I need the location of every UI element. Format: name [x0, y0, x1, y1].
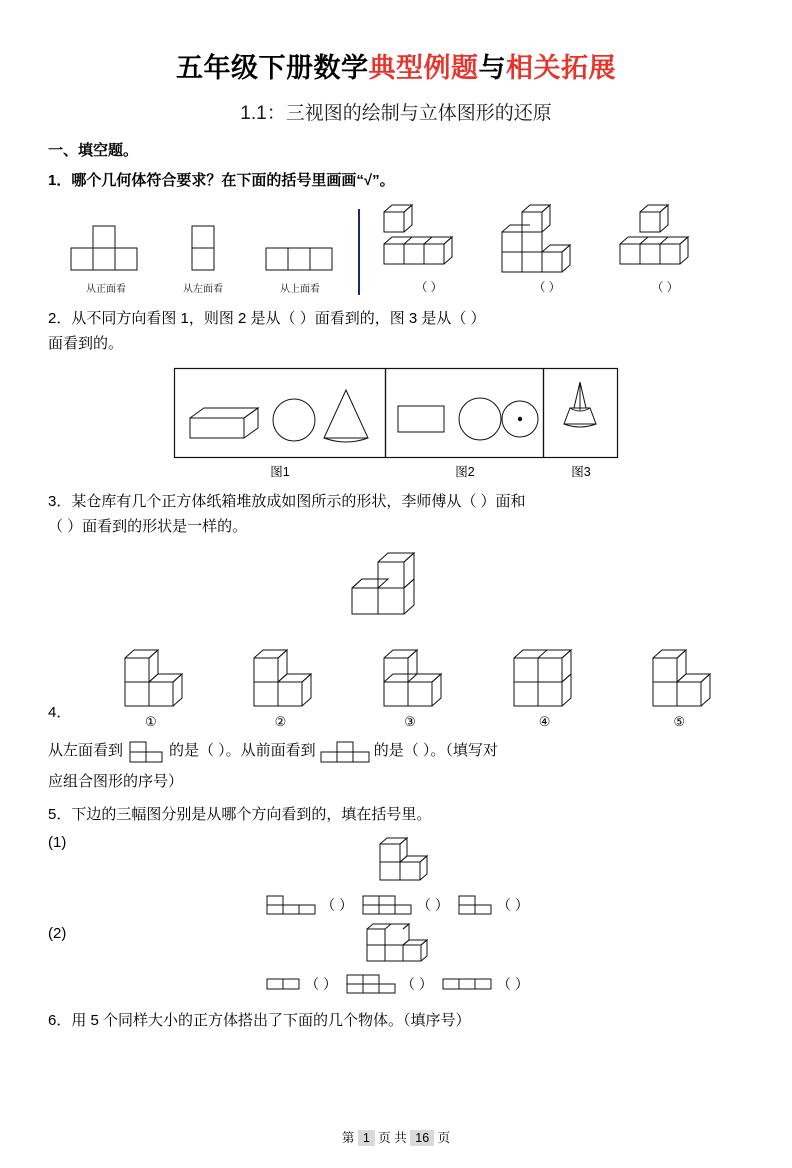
q2-figure-label-2: 图2	[455, 465, 475, 480]
q5-view-shape-1a	[263, 890, 321, 920]
title-part-3: 与	[478, 53, 506, 83]
choice-paren-2[interactable]: （ ）	[533, 279, 561, 294]
q2-figure-label-3: 图3	[571, 465, 591, 480]
q5-solid-1	[48, 834, 744, 888]
footer-prefix: 第	[341, 1131, 355, 1145]
question-2-text-line1: 2．从不同方向看图 1，则图 2 是从（ ）面看到的，图 3 是从（ ）	[48, 309, 486, 327]
q5-view-shape-1b	[359, 890, 417, 920]
q4-label-2: ②	[274, 713, 287, 729]
solid-option-3[interactable]	[606, 200, 724, 295]
view-label-left: 从左面看	[183, 283, 223, 295]
q4-label-1: ①	[144, 713, 157, 729]
q4-inline-shape-left	[126, 736, 166, 768]
q4-label-3: ③	[404, 713, 416, 729]
q4-solid-1[interactable]	[107, 642, 195, 730]
footer-total-pages: 16	[410, 1130, 434, 1146]
q4-inline-shape-front	[319, 736, 371, 768]
footer-page-number: 1	[358, 1130, 375, 1146]
choice-paren-3[interactable]: （ ）	[651, 279, 679, 294]
view-top-figure	[242, 218, 358, 295]
q5-view-shape-2a	[263, 971, 305, 997]
q2-figure-1-box	[174, 368, 386, 480]
q5-solid-2	[48, 923, 744, 967]
question-4-text-line2: 应组合图形的序号）	[48, 772, 184, 790]
choice-paren-1[interactable]: （ ）	[415, 279, 443, 294]
view-front-figure	[48, 218, 164, 295]
footer-suffix: 页	[437, 1131, 451, 1145]
q4-label-5: ⑤	[673, 713, 685, 729]
q4-solid-4[interactable]	[496, 642, 594, 730]
question-2-text-line2: 面看到的。	[48, 334, 124, 352]
q5-view-shape-2c	[439, 971, 497, 997]
page-footer	[0, 1128, 792, 1146]
title-part-4: 相关拓展	[506, 53, 616, 83]
vertical-divider	[358, 209, 360, 295]
document-page	[0, 46, 792, 1168]
q5-sub-label-1: (1)	[48, 834, 67, 852]
page-title	[0, 46, 792, 85]
q5-paren-2b[interactable]: （ ）	[401, 975, 433, 992]
q5-paren-1a[interactable]: （ ）	[321, 897, 354, 913]
q5-sub-label-2: (2)	[48, 925, 67, 942]
q4-text-mid-1: 的是（ ）。从前面看到	[169, 742, 316, 760]
question-1-figures	[48, 200, 744, 295]
q5-paren-2c[interactable]: （ ）	[496, 975, 529, 992]
section-heading: 一、填空题。	[48, 142, 139, 159]
question-3-text-line1: 3．某仓库有几个正方体纸箱堆放成如图所示的形状，李师傅从（ ）面和	[48, 493, 526, 511]
q5-paren-1c[interactable]: （ ）	[496, 897, 529, 913]
question-2-figures	[48, 368, 744, 480]
title-part-2: 典型例题	[368, 53, 479, 83]
q5-view-shape-1c	[455, 890, 497, 920]
q4-solid-5[interactable]	[635, 642, 723, 730]
solid-option-2[interactable]	[488, 200, 606, 295]
question-4-number: 4．	[48, 704, 72, 721]
view-left-figure	[164, 218, 242, 295]
footer-middle: 页 共	[378, 1131, 407, 1145]
q5-row-2	[48, 969, 744, 999]
question-5-part-1	[48, 831, 744, 920]
q4-text-before: 从左面看到	[48, 742, 124, 760]
view-label-top: 从上面看	[280, 283, 320, 295]
title-part-1: 五年级下册数学	[176, 53, 369, 83]
page-subtitle: 1.1：三视图的绘制与立体图形的还原	[240, 103, 552, 124]
view-label-front: 从正面看	[86, 283, 126, 295]
q4-solid-3[interactable]	[366, 642, 454, 730]
q5-row-1	[48, 890, 744, 920]
question-6-text: 6．用 5 个同样大小的正方体搭出了下面的几个物体。（填序号）	[48, 1011, 471, 1029]
q2-figure-3-box	[544, 368, 618, 480]
question-4-text-line1	[48, 736, 744, 768]
question-4-figures	[86, 642, 744, 730]
solid-option-1[interactable]	[370, 200, 488, 295]
question-5-text: 5．下边的三幅图分别是从哪个方向看到的，填在括号里。	[48, 805, 432, 823]
q5-paren-2a[interactable]: （ ）	[305, 975, 338, 992]
q4-solid-2[interactable]	[236, 642, 324, 730]
question-5-part-2	[48, 922, 744, 999]
q2-figure-2-box	[386, 368, 544, 480]
q4-label-4: ④	[538, 713, 551, 729]
q2-figure-label-1: 图1	[270, 465, 290, 480]
q4-text-mid-2: 的是（ ）。（填写对	[373, 742, 498, 760]
question-3-text-line2: （ ）面看到的形状是一样的。	[48, 518, 248, 535]
question-3-figure	[48, 546, 744, 638]
question-1-text: 1．哪个几何体符合要求？在下面的括号里画画“√”。	[48, 172, 395, 189]
q5-view-shape-2b	[343, 969, 401, 999]
q5-paren-1b[interactable]: （ ）	[417, 897, 449, 913]
